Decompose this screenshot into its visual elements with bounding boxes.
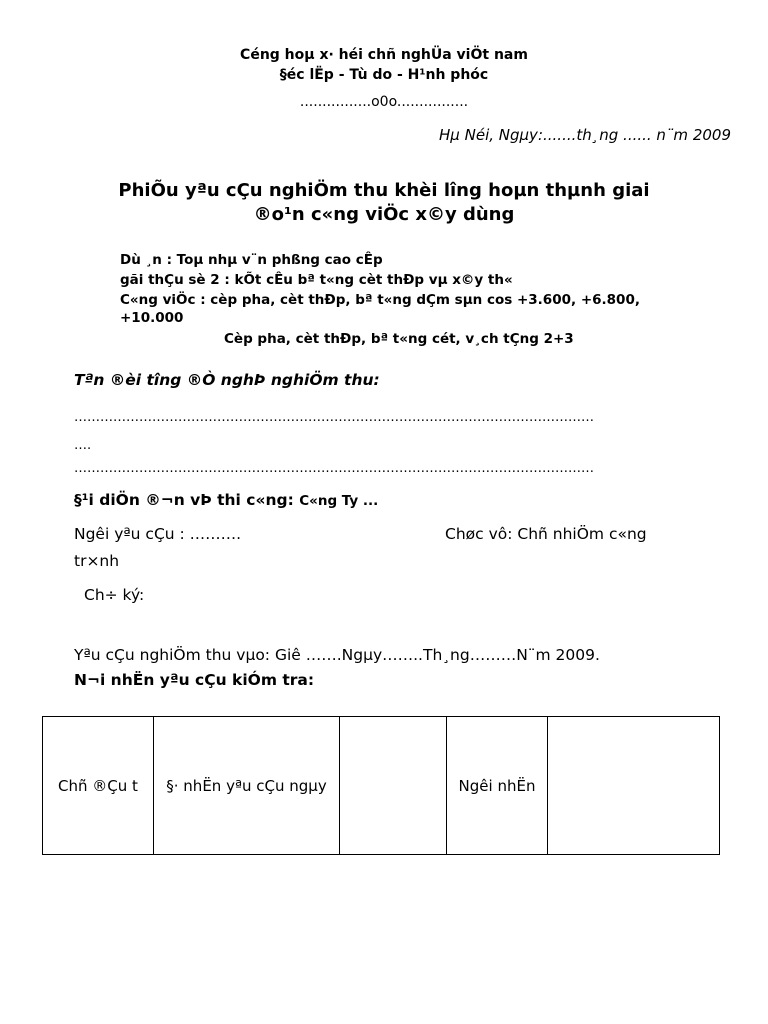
work-description: C«ng viÖc : cèp pha, cèt thÐp, bª t«ng dÇm sµn cos +3.600, +6.800,	[120, 292, 640, 308]
receive-table	[42, 716, 720, 855]
fill-line-2: …………………………………………………………………………………………………………	[74, 461, 594, 476]
request-time-line: Yªu cÇu nghiÖm thu vµo: Giê …….Ngµy……..Th¸ng………N¨m 2009.	[74, 646, 600, 664]
table-cell-receiver: Ngêi nhËn	[447, 717, 548, 855]
work-description-secondary: Cèp pha, cèt thÐp, bª t«ng cét, v¸ch tÇng 2+3	[224, 331, 574, 347]
form-title-line-2: ®o¹n c«ng viÖc x©y dùng	[253, 204, 515, 225]
position-field: Chøc vô: Chñ nhiÖm c«ng	[445, 525, 647, 543]
header-line-1: Céng hoµ x· héi chñ nghÜa viÖt nam	[240, 47, 528, 63]
contractor-line	[74, 491, 378, 509]
table-cell-blank-1	[340, 717, 447, 855]
fill-line-1-cont: ….	[74, 438, 92, 453]
header-ornament: ................o0o................	[299, 94, 469, 110]
receiver-label: N¬i nhËn yªu cÇu kiÓm tra:	[74, 671, 315, 689]
table-cell-blank-2	[548, 717, 720, 855]
table-row	[43, 717, 720, 855]
project-name: Dù ¸n : Toµ nhµ v¨n phßng cao cÊp	[120, 252, 383, 268]
contractor-value: C«ng Ty ...	[299, 493, 379, 509]
fill-line-1: …………………………………………………………………………………………………………	[74, 410, 594, 425]
form-title-line-1: PhiÕu yªu cÇu nghiÖm thu khèi lîng hoµn thµnh giai	[118, 180, 650, 201]
inspection-object-label: Tªn ®èi tîng ®Ò nghÞ nghiÖm thu:	[74, 371, 380, 389]
signature-field: Ch÷ ký:	[84, 586, 145, 604]
contractor-label: §¹i diÖn ®¬n vÞ thi c«ng:	[74, 491, 300, 509]
header-line-2: §éc lËp - Tù do - H¹nh phóc	[279, 67, 489, 83]
position-field-cont: tr×nh	[74, 552, 120, 570]
work-description-cont: +10.000	[120, 310, 184, 326]
package-name: gãi thÇu sè 2 : kÕt cÊu bª t«ng cèt thÐp vµ x©y th«	[120, 272, 513, 288]
table-cell-received-date: §· nhËn yªu cÇu ngµy	[154, 717, 340, 855]
dateline: Hµ Néi, Ngµy:.......th¸ng ...... n¨m 2009	[439, 126, 731, 144]
table-cell-investor: Chñ ®Çu t	[43, 717, 154, 855]
requester-field: Ngêi yªu cÇu : ……….	[74, 525, 242, 543]
